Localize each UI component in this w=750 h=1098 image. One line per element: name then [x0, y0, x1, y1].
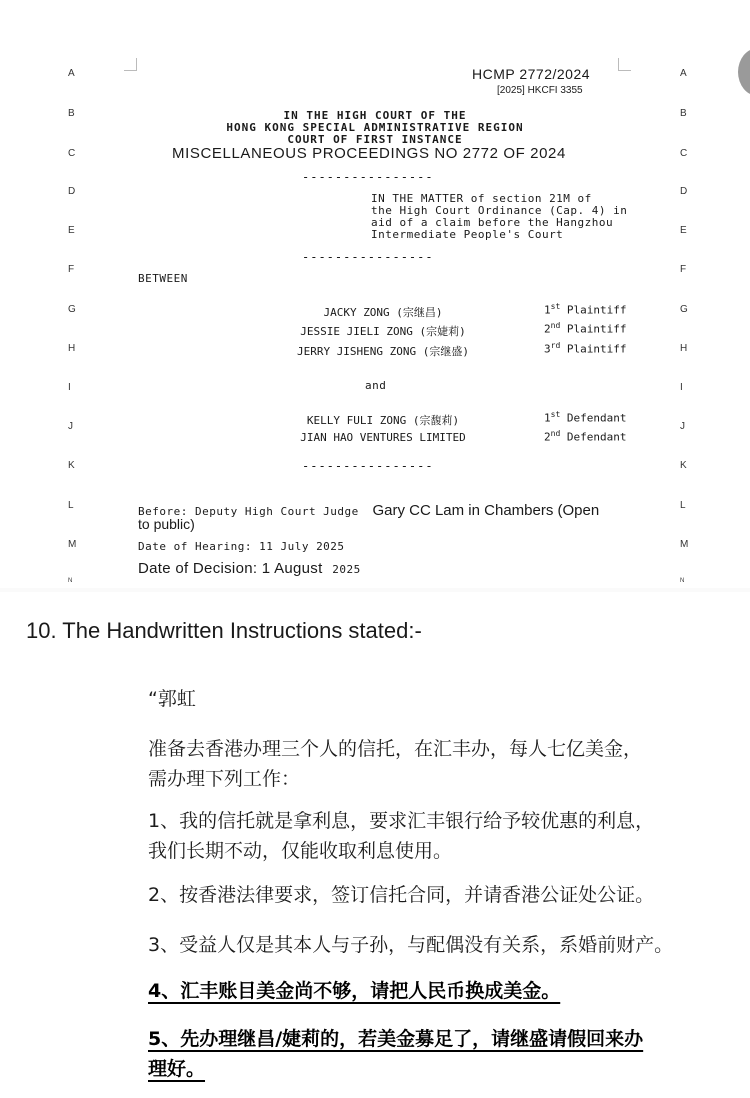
excerpt-line-underlined: 理好。	[148, 1058, 206, 1080]
excerpt-line: 1、我的信托就是拿利息，要求汇丰银行给予较优惠的利息，	[148, 810, 655, 832]
margin-letter: F	[68, 264, 75, 275]
court-heading-line: COURT OF FIRST INSTANCE	[287, 133, 463, 146]
margin-letter: L	[68, 500, 74, 511]
matter-line: IN THE MATTER of section 21M of	[371, 192, 592, 205]
margin-letter: L	[680, 500, 686, 511]
excerpt-line: 准备去香港办理三个人的信托，在汇丰办，每人七亿美金，	[148, 738, 643, 760]
party-role-label: Defendant	[566, 430, 627, 444]
margin-letter: H	[68, 343, 76, 354]
excerpt-line: “郭虹	[148, 688, 196, 710]
excerpt-line: 3、受益人仅是其本人与子孙，与配偶没有关系，系婚前财产。	[148, 934, 674, 956]
party-ordinal-suffix: st	[550, 302, 561, 311]
margin-letter: D	[680, 186, 688, 197]
party-name: JERRY JISHENG ZONG (宗继盛)	[296, 345, 470, 358]
excerpt-line: 需办理下列工作：	[148, 768, 301, 790]
decision-date-label: Date of Decision: 1 August	[138, 560, 323, 577]
party-ordinal: 2	[544, 322, 551, 336]
margin-letter: I	[68, 382, 71, 393]
margin-letter: H	[680, 343, 688, 354]
margin-letter: G	[680, 304, 688, 315]
party-role	[544, 410, 627, 425]
margin-letter: J	[68, 421, 73, 432]
margin-letter: K	[680, 460, 687, 471]
party-role	[544, 302, 627, 317]
party-ordinal: 3	[544, 342, 551, 356]
decision-year: 2025	[332, 563, 361, 576]
excerpt-line-underlined: 4、汇丰账目美金尚不够，请把人民币换成美金。	[148, 980, 561, 1002]
margin-letter: N	[680, 578, 685, 584]
party-role-label: Defendant	[566, 411, 627, 425]
neutral-citation: [2025] HKCFI 3355	[497, 85, 583, 96]
margin-letter: A	[680, 68, 687, 79]
before-line-continued: to public)	[138, 516, 195, 532]
proceedings-title: MISCELLANEOUS PROCEEDINGS NO 2772 OF 2024	[172, 145, 566, 162]
party-ordinal: 1	[544, 411, 551, 425]
separator-dashes: ----------------	[302, 250, 434, 264]
excerpt-line: 2、按香港法律要求，签订信托合同，并请香港公证处公证。	[148, 884, 655, 906]
party-role-label: Plaintiff	[566, 303, 627, 317]
excerpt-section	[0, 592, 750, 1098]
margin-letter: E	[680, 225, 687, 236]
party-role	[544, 321, 627, 336]
separator-dashes: ----------------	[302, 459, 434, 473]
margin-letter: G	[68, 304, 76, 315]
party-ordinal-suffix: st	[550, 410, 561, 419]
judge-name: Gary CC Lam in Chambers (Open	[372, 502, 600, 519]
separator-dashes: ----------------	[302, 170, 434, 184]
party-ordinal-suffix: rd	[550, 341, 561, 350]
before-line	[138, 500, 599, 519]
crop-mark-left	[124, 58, 137, 71]
between-label: BETWEEN	[138, 272, 188, 285]
party-name: JACKY ZONG (宗继昌)	[323, 306, 443, 319]
margin-letter: E	[68, 225, 75, 236]
party-ordinal-suffix: nd	[550, 429, 561, 438]
party-name: JIAN HAO VENTURES LIMITED	[300, 431, 466, 444]
party-name: KELLY FULI ZONG (宗馥莉)	[306, 414, 460, 427]
matter-line: Intermediate People's Court	[371, 228, 564, 241]
before-prefix: Before: Deputy High Court Judge	[138, 505, 359, 518]
court-heading-line: IN THE HIGH COURT OF THE	[283, 109, 467, 122]
margin-letter: B	[680, 108, 687, 119]
margin-letter: K	[68, 460, 75, 471]
party-role-label: Plaintiff	[566, 342, 627, 356]
excerpt-line: 我们长期不动，仅能收取利息使用。	[148, 840, 453, 862]
margin-letter: A	[68, 68, 75, 79]
excerpt-line-underlined: 5、先办理继昌/婕莉的，若美金募足了，请继盛请假回来办	[148, 1028, 644, 1050]
and-label: and	[365, 379, 387, 392]
margin-letter: C	[68, 148, 76, 159]
party-role	[544, 429, 627, 444]
party-role	[544, 341, 627, 356]
court-heading-line: HONG KONG SPECIAL ADMINISTRATIVE REGION	[226, 121, 524, 134]
crop-mark-right	[618, 58, 631, 71]
party-role-label: Plaintiff	[566, 322, 627, 336]
party-ordinal: 2	[544, 430, 551, 444]
margin-letter: M	[68, 539, 77, 550]
matter-line: the High Court Ordinance (Cap. 4) in	[371, 204, 628, 217]
margin-letter: C	[680, 148, 688, 159]
margin-letter: B	[68, 108, 75, 119]
paragraph-heading: 10. The Handwritten Instructions stated:-	[26, 618, 422, 643]
margin-letter: F	[680, 264, 687, 275]
case-number: HCMP 2772/2024	[472, 66, 591, 82]
margin-letter: D	[68, 186, 76, 197]
party-ordinal-suffix: nd	[550, 321, 561, 330]
margin-letter: M	[680, 539, 689, 550]
margin-letter: N	[68, 578, 73, 584]
margin-letter: J	[680, 421, 685, 432]
matter-line: aid of a claim before the Hangzhou	[371, 216, 614, 229]
party-name: JESSIE JIELI ZONG (宗婕莉)	[300, 325, 466, 338]
decision-date	[138, 558, 361, 577]
floating-scroll-button[interactable]	[738, 48, 750, 96]
hearing-date: Date of Hearing: 11 July 2025	[138, 540, 345, 553]
margin-letter: I	[680, 382, 683, 393]
party-ordinal: 1	[544, 303, 551, 317]
